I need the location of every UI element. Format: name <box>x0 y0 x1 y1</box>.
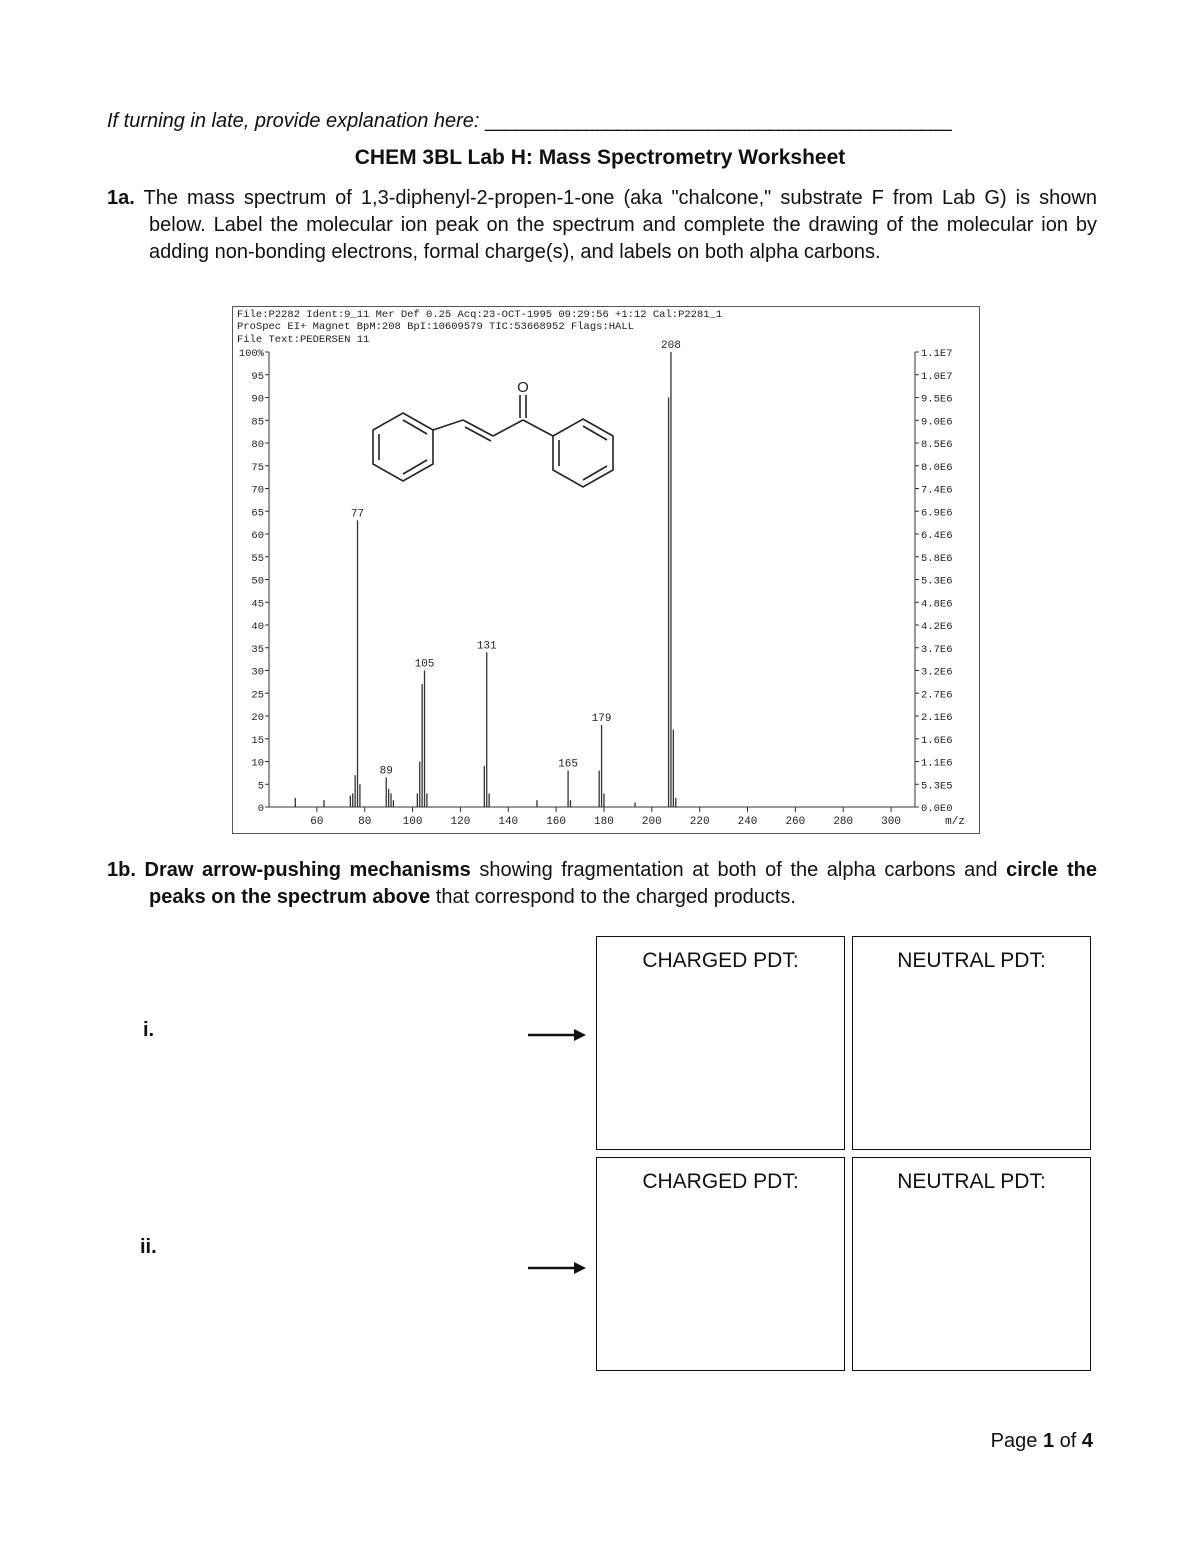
y-right-tick-label: 2.1E6 <box>921 712 953 724</box>
mechanism-i-charged-product-box[interactable] <box>596 936 845 1150</box>
peak-label: 165 <box>558 758 578 771</box>
y-tick-label: 15 <box>251 734 264 747</box>
mechanism-ii-charged-product-box[interactable] <box>596 1157 845 1371</box>
oxygen-label: O <box>517 379 529 396</box>
y-tick-label: 40 <box>251 621 264 633</box>
question-1a-label: 1a. <box>107 187 135 209</box>
y-right-tick-label: 3.7E6 <box>921 643 953 656</box>
x-tick-label: 220 <box>689 816 710 828</box>
x-tick-label: 180 <box>594 816 614 828</box>
y-right-tick-label: 9.5E6 <box>921 393 953 406</box>
y-right-tick-label: 5.8E6 <box>921 552 953 565</box>
y-right-tick-label: 4.2E6 <box>921 621 953 633</box>
right-phenyl-ring <box>553 419 613 487</box>
chalcone-structure <box>373 395 613 487</box>
mass-spectrum <box>232 306 980 834</box>
y-right-tick-label: 0.0E0 <box>921 803 953 815</box>
y-right-tick-label: 2.7E6 <box>921 689 953 702</box>
mechanism-ii-label: ii. <box>140 1236 157 1258</box>
x-tick-label: 300 <box>881 816 901 828</box>
y-tick-label: 85 <box>251 416 264 429</box>
left-ring-inner-bond-2 <box>403 420 427 434</box>
peak-label: 105 <box>414 658 435 671</box>
question-1b-bold-1: Draw arrow-pushing mechanisms <box>144 859 471 881</box>
y-right-tick-label: 5.3E5 <box>921 780 953 793</box>
x-tick-label: 200 <box>641 816 662 828</box>
page-footer <box>991 1430 1093 1453</box>
mechanism-i-label: i. <box>143 1019 155 1041</box>
neutral-product-label: NEUTRAL PDT: <box>897 1170 1046 1193</box>
y-tick-label: 75 <box>251 461 264 474</box>
vinyl-bond-1 <box>433 420 463 430</box>
neutral-product-label: NEUTRAL PDT: <box>897 949 1046 972</box>
mass-spectrum-plot <box>233 307 981 835</box>
right-ring-inner-bond-2 <box>583 426 607 440</box>
y-right-tick-label: 5.3E6 <box>921 575 953 588</box>
charged-product-label: CHARGED PDT: <box>642 949 799 972</box>
late-explanation <box>107 110 951 133</box>
y-tick-label: 20 <box>251 712 264 724</box>
y-tick-label: 65 <box>251 507 264 520</box>
y-right-tick-label: 7.4E6 <box>921 484 953 497</box>
y-right-tick-label: 8.5E6 <box>921 439 953 451</box>
y-tick-label: 50 <box>251 575 264 588</box>
spectrum-peak-labels <box>351 340 681 777</box>
charged-product-label: CHARGED PDT: <box>642 1170 799 1193</box>
y-tick-label: 100% <box>238 348 264 360</box>
footer-page-word: Page <box>990 1430 1038 1452</box>
x-tick-label: 140 <box>498 816 519 828</box>
peak-label: 179 <box>591 713 612 726</box>
reaction-arrow-icon <box>528 1027 588 1043</box>
y-tick-label: 45 <box>251 598 264 611</box>
footer-page-number: 1 <box>1042 1430 1055 1452</box>
y-tick-label: 80 <box>251 439 264 451</box>
question-1b-text-1: showing fragmentation at both of the alpha carbons and <box>470 859 1007 881</box>
question-1a <box>107 185 1097 266</box>
x-tick-label: 100 <box>402 816 423 828</box>
y-tick-label: 10 <box>251 757 264 770</box>
right-ring-inner-bond-3 <box>583 466 607 480</box>
y-tick-label: 90 <box>251 393 264 406</box>
y-right-tick-label: 1.1E7 <box>921 348 953 360</box>
y-right-tick-label: 8.0E6 <box>921 461 953 474</box>
mechanism-ii-neutral-product-box[interactable] <box>852 1157 1091 1371</box>
aryl-ketone-bond <box>523 420 553 436</box>
y-tick-label: 25 <box>251 689 264 702</box>
peak-label: 131 <box>476 640 497 653</box>
x-tick-label: 120 <box>450 816 471 828</box>
y-tick-label: 70 <box>251 484 264 497</box>
late-prompt: If turning in late, provide explanation here: <box>107 110 480 132</box>
y-right-tick-label: 3.2E6 <box>921 666 953 679</box>
mechanism-i-neutral-product-box[interactable] <box>852 936 1091 1150</box>
vinyl-bond-2 <box>493 420 523 436</box>
question-1b-label: 1b. <box>107 859 136 881</box>
spectrum-header-line-3: File Text:PEDERSEN 11 <box>237 334 370 346</box>
x-tick-label: 80 <box>358 816 372 828</box>
x-tick-label: 60 <box>310 816 324 828</box>
late-blank-line[interactable]: ______________________________________________ <box>485 110 951 132</box>
spectrum-peaks <box>295 352 675 807</box>
y-right-tick-label: 9.0E6 <box>921 416 953 429</box>
peak-label: 89 <box>379 765 393 778</box>
y-right-tick-label: 4.8E6 <box>921 598 953 611</box>
y-tick-label: 30 <box>251 666 264 679</box>
y-right-tick-label: 1.6E6 <box>921 734 953 747</box>
x-axis-label: m/z <box>945 816 965 828</box>
page-title: CHEM 3BL Lab H: Mass Spectrometry Worksheet <box>354 146 846 169</box>
y-right-tick-label: 6.4E6 <box>921 530 953 542</box>
left-ring-inner-bond-3 <box>403 460 427 474</box>
y-tick-label: 55 <box>251 552 264 565</box>
left-phenyl-ring <box>373 413 433 481</box>
question-1b-text-2: that correspond to the charged products. <box>430 886 796 908</box>
spectrum-header-line-1: File:P2282 Ident:9_11 Mer Def 0.25 Acq:23-OCT-1995 09:29:56 +1:12 Cal:P2281_1 <box>237 309 723 321</box>
x-tick-label: 160 <box>546 816 567 828</box>
footer-page-total: 4 <box>1081 1430 1093 1452</box>
y-tick-label: 60 <box>251 530 264 542</box>
peak-label: 77 <box>350 508 365 521</box>
footer-of-word: of <box>1059 1430 1077 1452</box>
x-tick-label: 260 <box>785 816 806 828</box>
y-tick-label: 5 <box>257 780 264 793</box>
vinyl-double-bond-inner <box>465 427 491 441</box>
y-tick-label: 95 <box>251 370 264 383</box>
y-right-tick-label: 1.0E7 <box>921 370 953 383</box>
y-tick-label: 35 <box>251 643 264 656</box>
y-right-tick-label: 6.9E6 <box>921 507 953 520</box>
x-tick-label: 280 <box>833 816 854 828</box>
y-right-tick-label: 1.1E6 <box>921 757 953 770</box>
peak-label: 208 <box>661 340 681 352</box>
spectrum-header-line-2: ProSpec EI+ Magnet BpM:208 BpI:10609579 TIC:53668952 Flags:HALL <box>237 321 634 333</box>
question-1b <box>107 857 1097 911</box>
y-tick-label: 0 <box>257 803 264 815</box>
reaction-arrow-icon <box>528 1260 588 1276</box>
question-1b-bold-2: circle the peaks on the spectrum above <box>149 859 1098 908</box>
x-tick-label: 240 <box>737 816 758 828</box>
question-1a-text: The mass spectrum of 1,3-diphenyl-2-propen-1-one (aka "chalcone," substrate F from Lab G) is shown below. Label the molecular ion peak on the spectrum and complete the drawing of the molecular ion by adding non-bonding electrons, formal charge(s), and labels on both alpha carbons. <box>143 187 1097 263</box>
